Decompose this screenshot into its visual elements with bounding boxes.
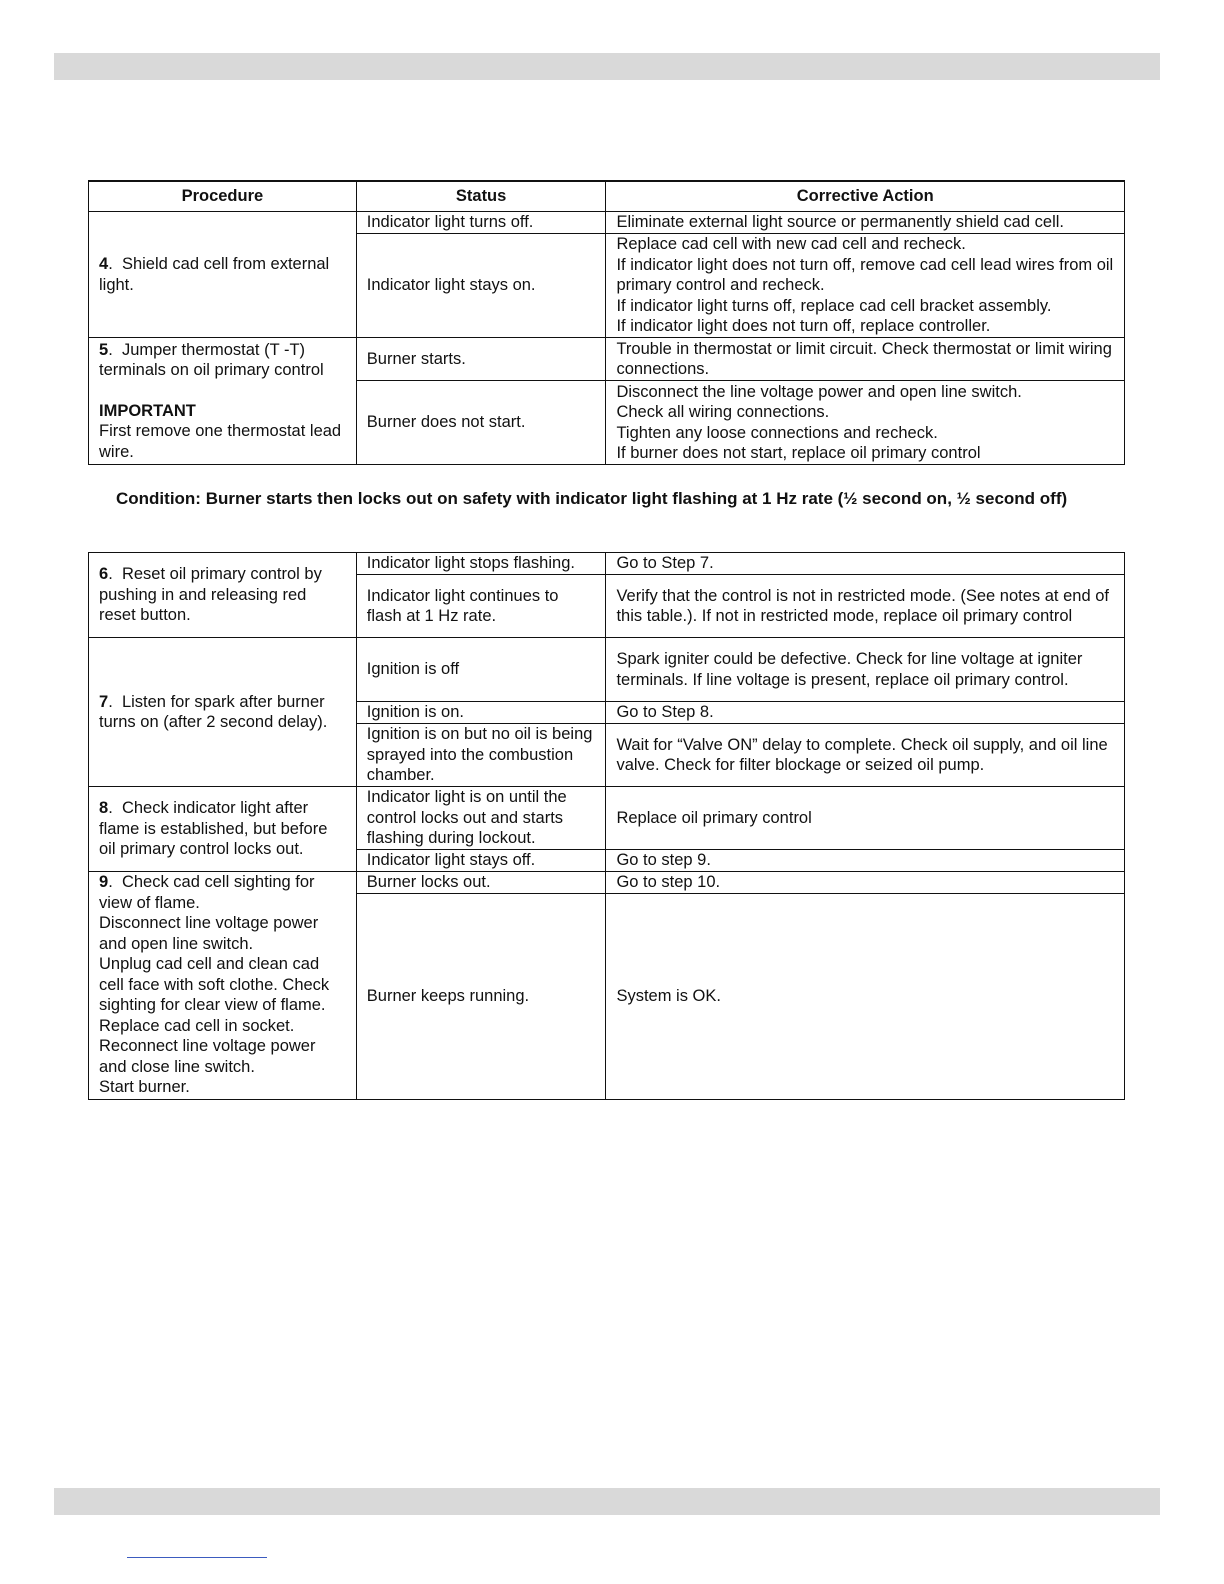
header-procedure: Procedure xyxy=(89,181,357,212)
procedure-step-7: 7. Listen for spark after burner turns on (after 2 second delay). xyxy=(89,638,357,787)
step-number: 4 xyxy=(99,255,109,273)
action-cell: Spark igniter could be defective. Check for line voltage at igniter terminals. If line voltage is present, replace oil primary control. xyxy=(606,638,1125,702)
step-number: 5 xyxy=(99,340,109,359)
important-label: IMPORTANT xyxy=(99,401,196,420)
action-line: If indicator light does not turn off, replace controller. xyxy=(616,317,991,336)
procedure-step-4: 4. Shield cad cell from external light. xyxy=(89,212,357,338)
status-cell: Indicator light stays on. xyxy=(356,234,606,338)
status-cell: Ignition is on but no oil is being sprayed into the combustion chamber. xyxy=(356,724,606,787)
step-detail: Disconnect line voltage power and open line switch. xyxy=(99,914,319,953)
table-row xyxy=(89,872,1125,894)
footer-band xyxy=(54,1488,1160,1515)
status-cell: Burner does not start. xyxy=(356,381,606,465)
step-text: Listen for spark after burner turns on (after 2 second delay). xyxy=(99,692,328,731)
table-row xyxy=(89,638,1125,702)
table-row xyxy=(89,212,1125,234)
action-cell: Trouble in thermostat or limit circuit. Check thermostat or limit wiring connections. xyxy=(606,338,1125,381)
step-number: 9 xyxy=(99,873,109,891)
step-text: Reset oil primary control by pushing in and releasing red reset button. xyxy=(99,565,322,625)
action-line: If burner does not start, replace oil primary control xyxy=(616,444,981,462)
procedure-step-9: 9. Check cad cell sighting for view of flame. Disconnect line voltage power and open line switch. Unplug cad cell and clean cad cell face with soft clothe. Check sighting for clear view of flame. Replace cad cell in socket. Reconnect line voltage power and close line switch. Start burner. xyxy=(89,872,357,1100)
step-detail: Reconnect line voltage power and close line switch. xyxy=(99,1037,316,1076)
header-band xyxy=(54,53,1160,80)
status-cell: Burner locks out. xyxy=(356,872,606,894)
status-cell: Burner starts. xyxy=(356,338,606,381)
status-cell: Ignition is on. xyxy=(356,702,606,724)
action-line: Tighten any loose connections and recheck. xyxy=(616,423,938,442)
action-line: Check all wiring connections. xyxy=(616,403,830,421)
step-detail: Start burner. xyxy=(99,1078,190,1096)
action-line: Eliminate external light source or permanently shield cad cell. xyxy=(616,213,1065,232)
step-number: 8 xyxy=(99,799,109,818)
action-cell: Replace oil primary control xyxy=(606,787,1125,850)
step-text: Shield cad cell from external light. xyxy=(99,255,330,294)
action-line: Disconnect the line voltage power and open line switch. xyxy=(616,382,1022,401)
table-row xyxy=(89,787,1125,850)
status-cell: Burner keeps running. xyxy=(356,894,606,1100)
step-number: 6 xyxy=(99,565,109,584)
step-text: Check cad cell sighting for view of flame. xyxy=(99,873,315,912)
important-text: First remove one thermostat lead wire. xyxy=(99,422,342,461)
procedure-step-8: 8. Check indicator light after flame is established, but before oil primary control locks out. xyxy=(89,787,357,872)
action-cell xyxy=(606,381,1125,465)
table-row xyxy=(89,338,1125,381)
action-cell: Go to Step 7. xyxy=(606,553,1125,575)
action-cell: Wait for “Valve ON” delay to complete. Check oil supply, and oil line valve. Check for filter blockage or seized oil pump. xyxy=(606,724,1125,787)
footer-rule xyxy=(127,1557,267,1558)
procedure-step-5: 5. Jumper thermostat (T -T) terminals on oil primary control IMPORTANT First remove one thermostat lead wire. xyxy=(89,338,357,465)
step-detail: Replace cad cell in socket. xyxy=(99,1016,295,1035)
action-cell: Verify that the control is not in restricted mode. (See notes at end of this table.). If not in restricted mode, replace oil primary control xyxy=(606,575,1125,638)
action-cell: Go to Step 8. xyxy=(606,702,1125,724)
step-detail: Unplug cad cell and clean cad cell face with soft clothe. Check sighting for clear view of flame. xyxy=(99,955,330,1014)
step-text: Check indicator light after flame is established, but before oil primary control locks out. xyxy=(99,799,328,859)
step-number: 7 xyxy=(99,692,109,711)
action-cell xyxy=(606,234,1125,338)
action-cell xyxy=(606,212,1125,234)
status-cell: Indicator light continues to flash at 1 Hz rate. xyxy=(356,575,606,638)
procedure-step-6: 6. Reset oil primary control by pushing in and releasing red reset button. xyxy=(89,553,357,638)
status-cell: Ignition is off xyxy=(356,638,606,702)
action-line: If indicator light turns off, replace cad cell bracket assembly. xyxy=(616,296,1052,315)
condition-heading: Condition: Burner starts then locks out on safety with indicator light flashing at 1 Hz rate (½ second on, ½ second off) xyxy=(116,489,1068,508)
step-text: Jumper thermostat (T -T) terminals on oil primary control xyxy=(99,340,324,380)
header-status: Status xyxy=(356,181,606,212)
status-cell: Indicator light stops flashing. xyxy=(356,553,606,575)
status-cell: Indicator light is on until the control locks out and starts flashing during lockout. xyxy=(356,787,606,850)
status-cell: Indicator light turns off. xyxy=(356,212,606,234)
header-corrective-action: Corrective Action xyxy=(606,181,1125,212)
action-line: Replace cad cell with new cad cell and recheck. xyxy=(616,235,966,254)
table-header-row xyxy=(89,181,1125,212)
action-line: If indicator light does not turn off, remove cad cell lead wires from oil primary control and recheck. xyxy=(616,255,1114,295)
troubleshooting-table-1 xyxy=(88,180,1125,465)
action-cell: Go to step 10. xyxy=(606,872,1125,894)
troubleshooting-table-2 xyxy=(88,552,1125,1100)
table-row xyxy=(89,553,1125,575)
status-cell: Indicator light stays off. xyxy=(356,850,606,872)
action-cell: System is OK. xyxy=(606,894,1125,1100)
action-cell: Go to step 9. xyxy=(606,850,1125,872)
